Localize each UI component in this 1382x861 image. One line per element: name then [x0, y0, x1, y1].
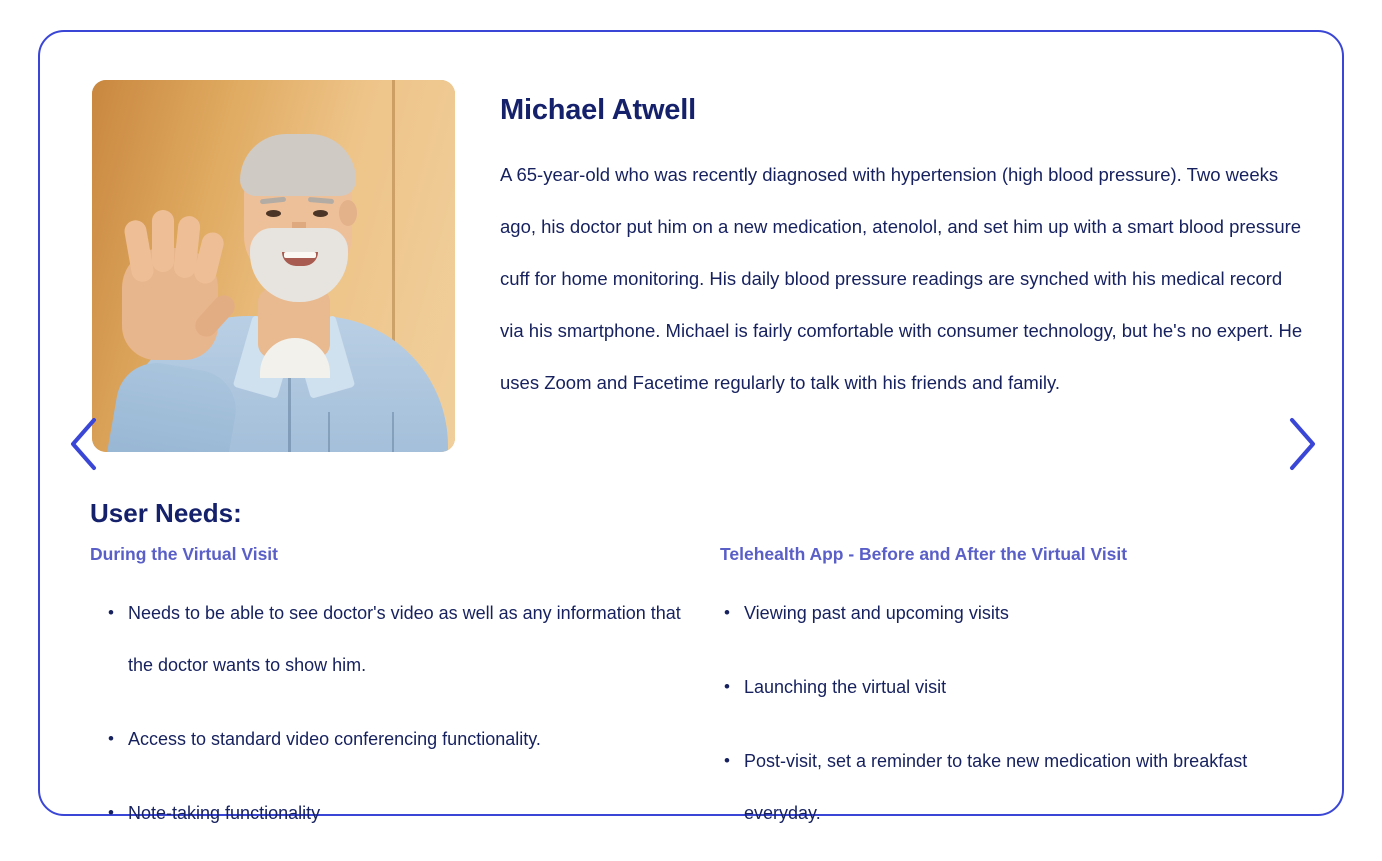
photo-hair	[240, 134, 356, 196]
persona-name: Michael Atwell	[500, 94, 696, 126]
list-item: • Launching the virtual visit	[724, 661, 1320, 713]
list-item: • Viewing past and upcoming visits	[724, 587, 1320, 639]
photo-finger-2	[152, 210, 174, 272]
list-item: • Access to standard video conferencing functionality.	[108, 713, 710, 765]
list-item: • Post-visit, set a reminder to take new medication with breakfast everyday.	[724, 735, 1320, 839]
photo-shirt-placket	[288, 366, 291, 452]
needs-column-app	[720, 544, 1320, 861]
persona-description: A 65-year-old who was recently diagnosed with hypertension (high blood pressure). Two weeks ago, his doctor put him on a new medication, atenolol, and set him up with a smart blood pressure cuff for home monitoring. His daily blood pressure readings are synched with his medical record via his smartphone. Michael is fairly comfortable with consumer technology, but he's no expert. He uses Zoom and Facetime regularly to talk with his friends and family.	[500, 164, 1303, 393]
chevron-right-icon[interactable]	[1280, 416, 1320, 472]
persona-bio-block	[500, 94, 1310, 409]
list-item: • Needs to be able to see doctor's video as well as any information that the doctor wants to show him.	[108, 587, 710, 691]
photo-ear	[339, 200, 357, 226]
persona-header	[40, 32, 1342, 452]
needs-list	[90, 587, 710, 839]
needs-column-heading: During the Virtual Visit	[90, 544, 278, 564]
list-item: • Note-taking functionality	[108, 787, 710, 839]
photo-eye-left	[266, 210, 281, 217]
chevron-left-icon[interactable]	[66, 416, 106, 472]
needs-list	[720, 587, 1320, 839]
photo-shirt-pocket	[328, 412, 394, 452]
photo-teeth	[284, 252, 316, 258]
user-needs-title: User Needs:	[90, 498, 242, 528]
needs-column-heading: Telehealth App - Before and After the Virtual Visit	[720, 544, 1128, 564]
persona-card	[38, 30, 1344, 823]
photo-eye-right	[313, 210, 328, 217]
needs-column-during-visit	[90, 544, 710, 861]
persona-photo	[92, 80, 455, 452]
